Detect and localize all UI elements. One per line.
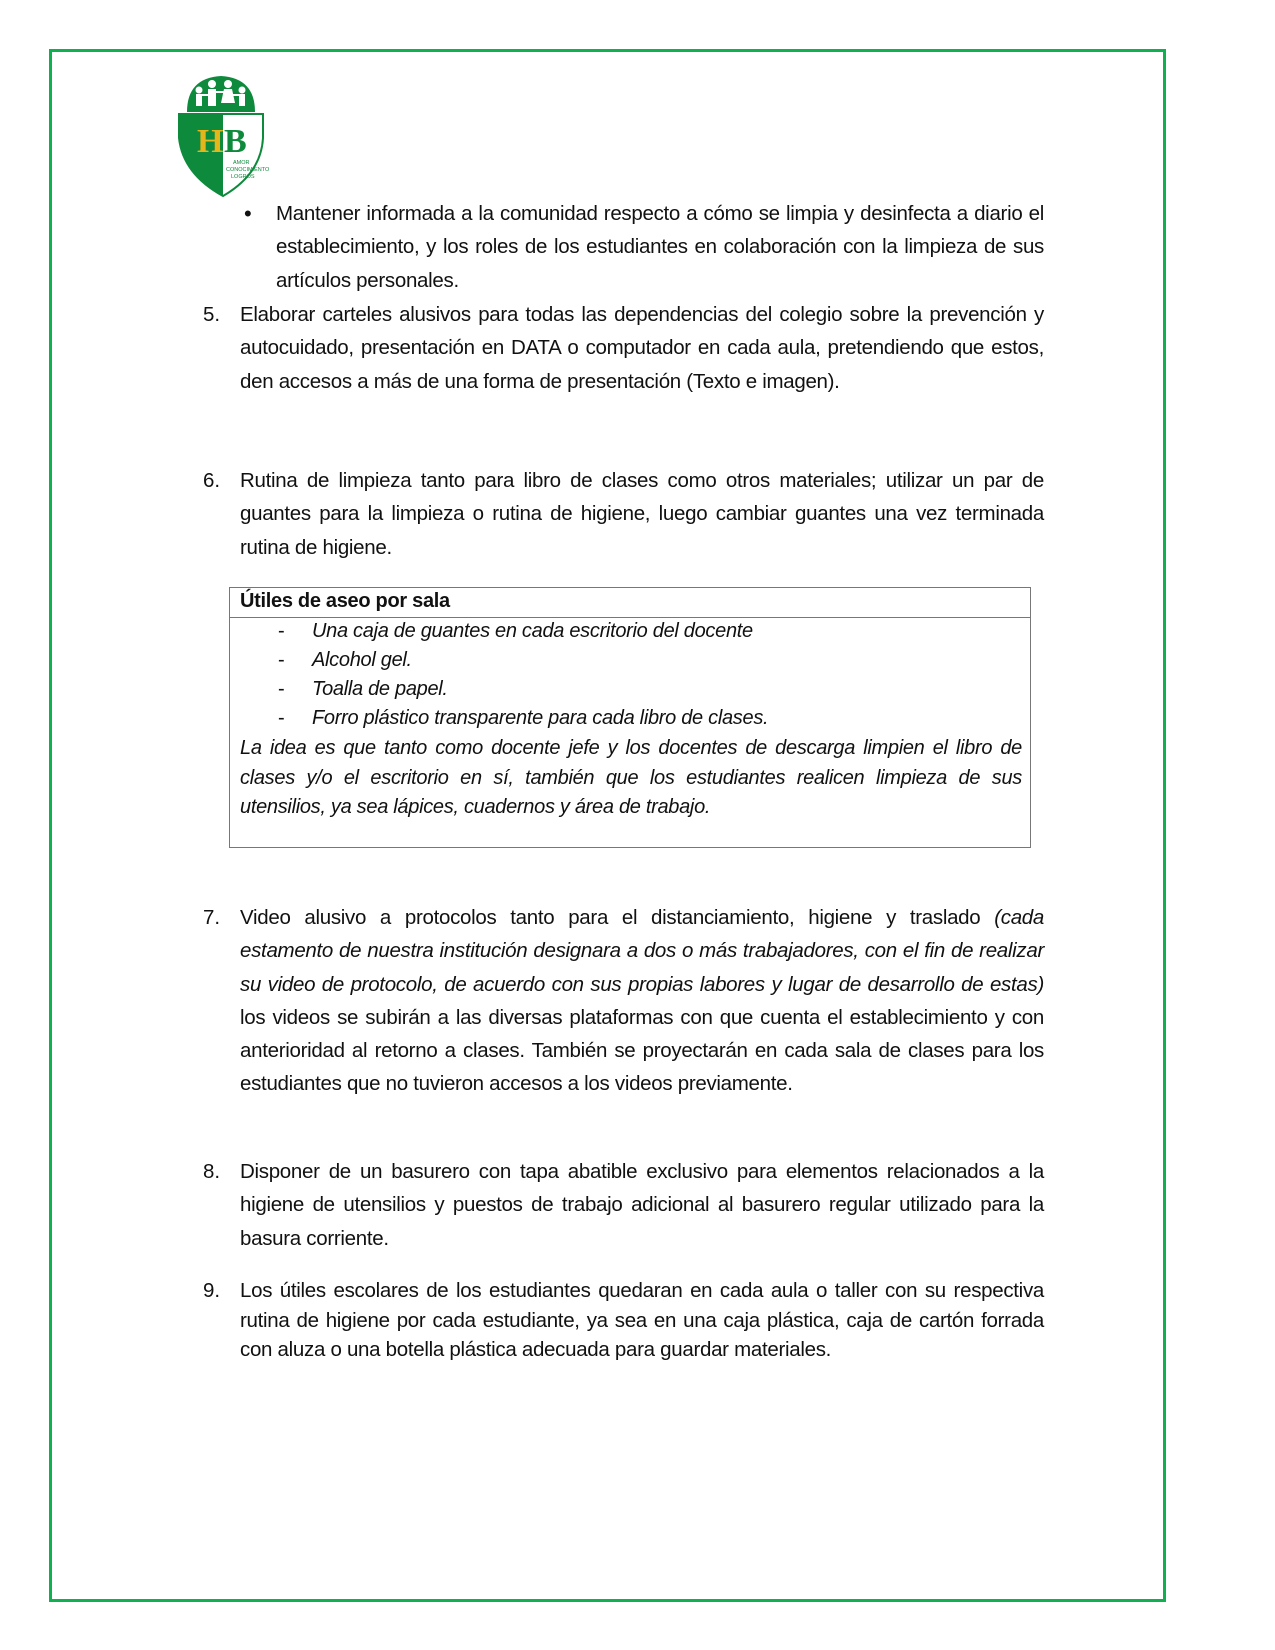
item-number-5: 5. [203, 303, 221, 326]
dash-bullet-icon: - [278, 649, 285, 671]
svg-text:H: H [197, 123, 224, 160]
supplies-list-item-text: Forro plástico transparente para cada libro de clases. [312, 707, 769, 729]
item-number-8: 8. [203, 1160, 221, 1183]
supplies-list-item-text: Alcohol gel. [312, 649, 412, 671]
item-number-9: 9. [203, 1279, 221, 1302]
bullet-paragraph: Mantener informada a la comunidad respecto a cómo se limpia y desinfecta a diario el establecimiento, y los roles de los estudiantes en colaboración con la limpieza de sus artículos personales. [276, 202, 1044, 292]
school-logo [173, 70, 269, 200]
item-7-text-italic: (cada estamento de nuestra institución designara a dos o más trabajadores, con el fin de realizar su video de protocolo, de acuerdo con sus propias labores y lugar de desarrollo de estas) [240, 906, 1044, 996]
dash-bullet-icon: - [278, 620, 285, 642]
item-number-6: 6. [203, 469, 221, 492]
item-number-7: 7. [203, 906, 221, 929]
supplies-list-item [278, 678, 448, 701]
item-7-text-start: Video alusivo a protocolos tanto para el distanciamiento, higiene y traslado [240, 906, 995, 929]
supplies-table-title: Útiles de aseo por sala [240, 590, 450, 612]
svg-text:B: B [224, 123, 247, 160]
svg-text:CONOCIMIENTOS: CONOCIMIENTOS [226, 167, 269, 173]
supplies-list-item-text: Una caja de guantes en cada escritorio del docente [312, 620, 753, 642]
svg-text:AMOR: AMOR [233, 160, 250, 166]
supplies-table-header [230, 588, 1030, 618]
svg-text:LOGROS: LOGROS [231, 174, 255, 180]
item-6-text: Rutina de limpieza tanto para libro de clases como otros materiales; utilizar un par de guantes para la limpieza o rutina de higiene, luego cambiar guantes una vez terminada rutina de higiene. [240, 469, 1044, 559]
bullet-icon: • [244, 201, 252, 226]
school-crest-icon [173, 70, 269, 200]
item-7-text-end: los videos se subirán a las diversas plataformas con que cuenta el establecimiento y con anterioridad al retorno a clases. También se proyectarán en cada sala de clases para los estudiantes que no tuvieron accesos a los videos previamente. [240, 1005, 1044, 1096]
item-9-text: Los útiles escolares de los estudiantes quedaran en cada aula o taller con su respectiva rutina de higiene por cada estudiante, ya sea en una caja plástica, caja de cartón forrada con aluza o una botella plástica adecuada para guardar materiales. [240, 1279, 1044, 1361]
supplies-table [229, 587, 1031, 848]
item-5-text: Elaborar carteles alusivos para todas las dependencias del colegio sobre la prevención y autocuidado, presentación en DATA o computador en cada aula, pretendiendo que estos, den accesos a más de una forma de presentación (Texto e imagen). [240, 303, 1044, 393]
item-7-text [240, 901, 1044, 1101]
supplies-list-item [278, 707, 768, 730]
dash-bullet-icon: - [278, 678, 285, 700]
dash-bullet-icon: - [278, 707, 285, 729]
item-8-text: Disponer de un basurero con tapa abatible exclusivo para elementos relacionados a la higiene de utensilios y puestos de trabajo adicional al basurero regular utilizado para la basura corriente. [240, 1160, 1044, 1250]
supplies-note: La idea es que tanto como docente jefe y los docentes de descarga limpien el libro de clases y/o el escritorio en sí, también que los estudiantes realicen limpieza de sus utensilios, ya sea lápices, cuadernos y área de trabajo. [240, 737, 1022, 818]
supplies-list-item [278, 620, 753, 643]
supplies-list-item [278, 649, 412, 672]
supplies-list-item-text: Toalla de papel. [312, 678, 448, 700]
